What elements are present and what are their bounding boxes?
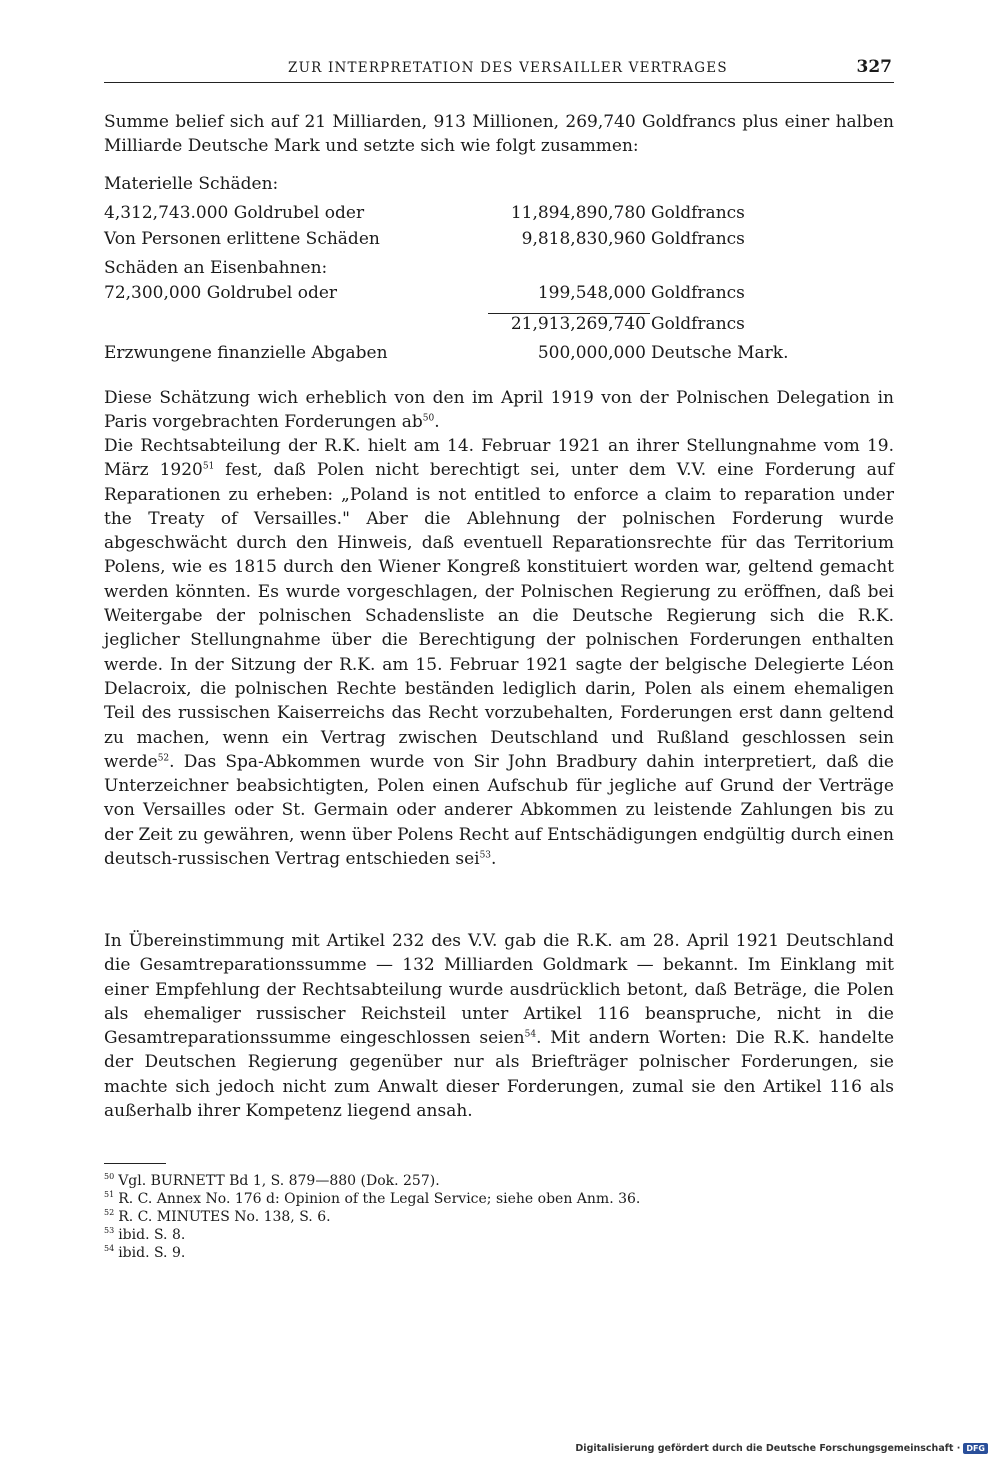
footnote-number: 51 [104, 1190, 115, 1200]
footnote-ref: 53 [479, 850, 492, 861]
ledger-unit: Goldfrancs [651, 314, 745, 334]
footnote [104, 1172, 894, 1190]
footnote [104, 1244, 894, 1262]
running-title: ZUR INTERPRETATION DES VERSAILLER VERTRAGES [288, 60, 728, 76]
body-paragraph [104, 386, 894, 435]
body-paragraph [104, 929, 894, 1123]
ledger-row [104, 283, 894, 307]
paragraph-text: In Übereinstimmung mit Artikel 232 des V.V. gab die R.K. am 28. April 1921 Deutschland die Gesamtreparationssumme — 132 Milliarden Goldmark — bekannt. Im Einklang mit einer Empfehlung der Rechtsabteilung wurde ausdrücklich betont, daß Beträge, die Polen als ehemaliger russischer Reichsteil unter Artikel 116 beanspruche, nicht in die Gesamtreparationssumme eingeschlossen seien [104, 931, 894, 1049]
ledger-total-amount: 21,913,269,740 [510, 314, 646, 334]
ledger-label: Materielle Schäden: [104, 174, 279, 194]
dfg-logo: DFG [963, 1443, 988, 1454]
credit-text: Digitalisierung gefördert durch die Deutsche Forschungsgemeinschaft · [575, 1443, 961, 1454]
body-paragraph [104, 434, 894, 871]
ledger-label: Erzwungene finanzielle Abgaben [104, 343, 388, 363]
ledger-row [104, 203, 894, 227]
paragraph-text: . Das Spa-Abkommen wurde von Sir John Bradbury dahin interpretiert, daß die Unterzeichner beabsichtigten, Polen einen Aufschub für jegliche auf Grund der Verträge von Versailles oder St. Germain oder anderer Abkommen zu leistende Zahlungen bis zu der Zeit zu gewähren, wenn über Polens Recht auf Entschädigungen endgültig durch einen deutsch-russischen Vertrag entschieden sei [104, 751, 895, 870]
ledger-amount: 9,818,830,960 [521, 229, 646, 249]
ledger-amount: 11,894,890,780 [510, 203, 646, 223]
ledger-label: 4,312,743.000 Goldrubel oder [104, 203, 365, 223]
footnote-ref: 52 [157, 753, 170, 764]
paragraph-text: fest, daß Polen nicht berechtigt sei, unter dem V.V. eine Forderung auf Reparationen zu erheben: „Poland is not entitled to enforce a claim to reparation under the Treaty of Versailles." Aber die Ablehnung der polnischen Forderung wurde abgeschwächt durch den Hinweis, daß eventuell Reparationsrechte für das Territorium Polens, wie es 1815 durch den Wiener Kongreß konstituiert worden war, geltend gemacht werden könnten. Es wurde vorgeschlagen, der Polnischen Regierung zu eröffnen, daß bei Weitergabe der polnischen Schadensliste an die Deutsche Regierung sich die R.K. jeglicher Stellungnahme über die Berechtigung der polnischen Forderungen enthalten werde. In der Sitzung der R.K. am 15. Februar 1921 sagte der belgische Delegierte Léon Delacroix, die polnischen Rechte beständen lediglich darin, Polen als einem ehemaligen Teil des russischen Kaiserreichs das Recht vorzubehalten, Forderungen erst dann geltend zu machen, wenn ein Vertrag zwischen Deutschland und Rußland geschlossen sein werde [104, 460, 894, 772]
footnote-ref: 51 [202, 461, 215, 472]
footnote-text: R. C. MINUTES No. 138, S. 6. [118, 1209, 331, 1225]
ledger-amount: 199,548,000 [537, 283, 646, 303]
footnote-ref: 50 [422, 413, 435, 424]
ledger-total-row [104, 314, 894, 338]
footnote-text: ibid. S. 8. [118, 1227, 186, 1243]
footnote [104, 1226, 894, 1244]
ledger-label: 72,300,000 Goldrubel oder [104, 283, 338, 303]
page-number: 327 [856, 57, 892, 77]
ledger-amount: 500,000,000 [537, 343, 646, 363]
paragraph-text: . [491, 849, 497, 870]
footnotes [104, 1172, 894, 1262]
paragraph-text: Die Rechtsabteilung der R.K. hielt am 14. Februar 1921 an ihrer Stellungnahme vom 19. März 1920 [104, 436, 894, 481]
ledger-label: Von Personen erlittene Schäden [104, 229, 380, 249]
footnote-number: 54 [104, 1244, 115, 1254]
footnote-ref: 54 [524, 1029, 537, 1040]
footnote-text: ibid. S. 9. [118, 1245, 186, 1261]
footnote [104, 1190, 894, 1208]
ledger-unit: Deutsche Mark. [651, 343, 789, 363]
ledger-label: Schäden an Eisenbahnen: [104, 258, 328, 278]
footnote-number: 52 [104, 1208, 115, 1218]
running-header [104, 58, 894, 83]
ledger-unit: Goldfrancs [651, 203, 745, 223]
paragraph-text: Diese Schätzung wich erheblich von den im April 1919 von der Polnischen Delegation in Paris vorgebrachten Forderungen ab [104, 388, 894, 433]
ledger-unit: Goldfrancs [651, 283, 745, 303]
footnote-separator [104, 1163, 166, 1164]
footnote-number: 53 [104, 1226, 115, 1236]
footnote-text: Vgl. BURNETT Bd 1, S. 879—880 (Dok. 257). [118, 1173, 440, 1189]
intro-paragraph: Summe belief sich auf 21 Milliarden, 913 Millionen, 269,740 Goldfrancs plus einer halben Milliarde Deutsche Mark und setzte sich wie folgt zusammen: [104, 112, 894, 157]
footnote-text: R. C. Annex No. 176 d: Opinion of the Legal Service; siehe oben Anm. 36. [118, 1191, 641, 1207]
ledger-row [104, 174, 894, 198]
ledger-row [104, 343, 894, 367]
digitization-credit [575, 1443, 988, 1454]
paragraph-text: . [434, 412, 440, 433]
ledger-row [104, 229, 894, 253]
footnote [104, 1208, 894, 1226]
paragraph-text: . Mit andern Worten: Die R.K. handelte der Deutschen Regierung gegenüber nur als Briefträger polnischer Forderungen, sie machte sich jedoch nicht zum Anwalt dieser Forderungen, zumal sie den Artikel 116 als außerhalb ihrer Kompetenz liegend ansah. [104, 1028, 894, 1122]
footnote-number: 50 [104, 1172, 115, 1182]
ledger-row [104, 258, 894, 282]
ledger-unit: Goldfrancs [651, 229, 745, 249]
